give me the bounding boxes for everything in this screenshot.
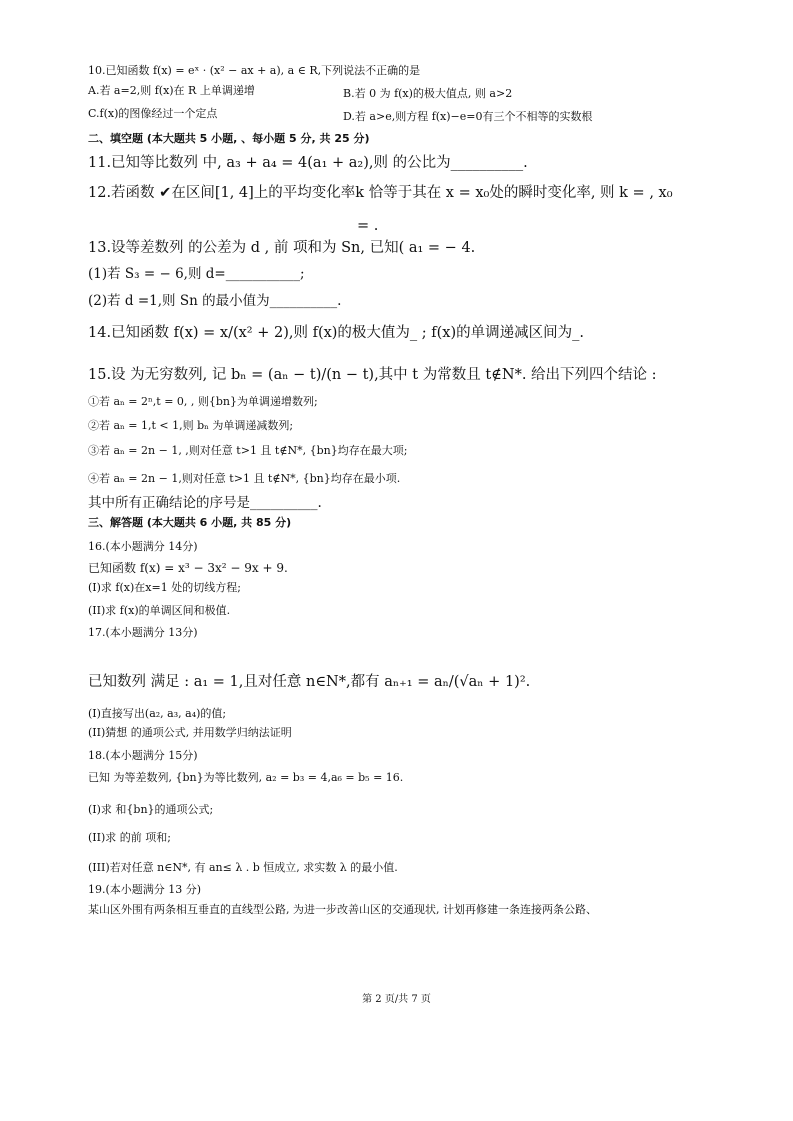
section-solutions-heading: 三、解答题 (本大题共 6 小题, 共 85 分)	[88, 516, 292, 529]
q15-conclusion-1: ①若 aₙ = 2ⁿ,t = 0, , 则{bn}为单调递增数列;	[88, 395, 318, 408]
q15-conclusion-2: ②若 aₙ = 1,t < 1,则 bₙ 为单调递减数列;	[88, 419, 294, 432]
q18-header: 18.(本小题满分 15分)	[88, 749, 198, 762]
q17-header: 17.(本小题满分 13分)	[88, 626, 198, 639]
q12-line1: 12.若函数 ✔在区间[1, 4]上的平均变化率k 恰等于其在 x = x₀处的瞬时变化率, 则 k = , x₀	[88, 185, 673, 201]
page-footer: 第 2 页/共 7 页	[362, 994, 431, 1005]
q15-conclusion-3: ③若 aₙ = 2n − 1, ,则对任意 t>1 且 t∉N*, {bn}均存在最大项;	[88, 444, 408, 457]
q19-stem: 某山区外围有两条相互垂直的直线型公路, 为进一步改善山区的交通现状, 计划再修建一条连接两条公路、	[88, 903, 597, 916]
q17-stem: 已知数列 满足 : a₁ = 1,且对任意 n∈N*,都有 aₙ₊₁ = aₙ/(√aₙ + 1)².	[88, 674, 531, 690]
q12-line2: = .	[357, 218, 379, 234]
q15-conclusion-4: ④若 aₙ = 2n − 1,则对任意 t>1 且 t∉N*, {bn}均存在最小项.	[88, 472, 401, 485]
q17-part2: (II)猜想 的通项公式, 并用数学归纳法证明	[88, 726, 292, 739]
q13-part1: (1)若 S₃ = − 6,则 d=___________;	[88, 266, 305, 282]
q11: 11.已知等比数列 中, a₃ + a₄ = 4(a₁ + a₂),则 的公比为__________.	[88, 155, 528, 171]
q15-answer-line: 其中所有正确结论的序号是__________.	[88, 495, 322, 511]
q13-stem: 13.设等差数列 的公差为 d , 前 项和为 Sn, 已知( a₁ = − 4.	[88, 240, 476, 256]
q16-header: 16.(本小题满分 14分)	[88, 540, 198, 553]
q10-option-c: C.f(x)的图像经过一个定点	[88, 107, 218, 120]
q15-stem: 15.设 为无穷数列, 记 bₙ = (aₙ − t)/(n − t),其中 t 为常数且 t∉N*. 给出下列四个结论 :	[88, 367, 657, 383]
q10-option-b: B.若 0 为 f(x)的极大值点, 则 a>2	[343, 87, 513, 100]
q16-part2: (II)求 f(x)的单调区间和极值.	[88, 604, 231, 617]
q10-option-d: D.若 a>e,则方程 f(x)−e=0有三个不相等的实数根	[343, 110, 593, 123]
q18-part1: (I)求 和{bn}的通项公式;	[88, 803, 214, 816]
q19-header: 19.(本小题满分 13 分)	[88, 883, 202, 896]
q18-part2: (II)求 的前 项和;	[88, 831, 171, 844]
section-fill-blank-heading: 二、填空题 (本大题共 5 小题, 、每小题 5 分, 共 25 分)	[88, 132, 370, 145]
q10-stem: 10.已知函数 f(x) = eˣ · (x² − ax + a), a ∈ R,下列说法不正确的是	[88, 64, 421, 77]
q18-part3: (III)若对任意 n∈N*, 有 an≤ λ . b 恒成立, 求实数 λ 的最小值.	[88, 861, 398, 874]
q18-stem: 已知 为等差数列, {bn}为等比数列, a₂ = b₃ = 4,a₆ = b₅ = 16.	[88, 771, 404, 784]
q16-part1: (I)求 f(x)在x=1 处的切线方程;	[88, 581, 241, 594]
q14: 14.已知函数 f(x) = x/(x² + 2),则 f(x)的极大值为_ ; f(x)的单调递减区间为_.	[88, 325, 585, 341]
q10-option-a: A.若 a=2,则 f(x)在 R 上单调递增	[88, 84, 255, 97]
q17-part1: (I)直接写出(a₂, a₃, a₄)的值;	[88, 707, 227, 720]
q16-stem: 已知函数 f(x) = x³ − 3x² − 9x + 9.	[88, 561, 288, 575]
q13-part2: (2)若 d =1,则 Sn 的最小值为__________.	[88, 293, 342, 309]
